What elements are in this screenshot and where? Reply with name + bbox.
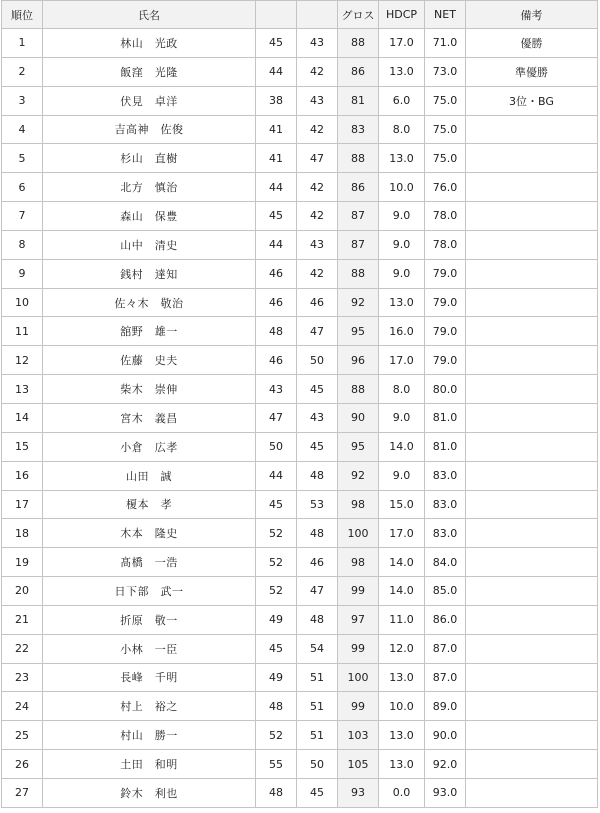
in-score-cell: 48 <box>297 461 338 490</box>
table-row <box>2 750 598 779</box>
remarks-cell <box>466 288 598 317</box>
net-score-cell: 87.0 <box>425 663 466 692</box>
gross-score-cell: 88 <box>338 259 379 288</box>
net-score-cell: 89.0 <box>425 692 466 721</box>
out-score-cell: 48 <box>256 692 297 721</box>
gross-score-cell: 88 <box>338 144 379 173</box>
header-gross: グロス <box>338 1 379 29</box>
player-name-cell: 杉山 直樹 <box>43 144 256 173</box>
player-name-cell: 林山 光政 <box>43 29 256 58</box>
table-row <box>2 144 598 173</box>
out-score-cell: 41 <box>256 144 297 173</box>
remarks-cell <box>466 173 598 202</box>
net-score-cell: 79.0 <box>425 346 466 375</box>
table-row <box>2 692 598 721</box>
player-name-cell: 榎本 孝 <box>43 490 256 519</box>
out-score-cell: 52 <box>256 577 297 606</box>
hdcp-cell: 14.0 <box>379 548 425 577</box>
table-row <box>2 721 598 750</box>
out-score-cell: 55 <box>256 750 297 779</box>
gross-score-cell: 86 <box>338 173 379 202</box>
out-score-cell: 44 <box>256 230 297 259</box>
rank-cell: 20 <box>2 577 43 606</box>
gross-score-cell: 98 <box>338 490 379 519</box>
rank-cell: 6 <box>2 173 43 202</box>
gross-score-cell: 103 <box>338 721 379 750</box>
player-name-cell: 小倉 広孝 <box>43 432 256 461</box>
rank-cell: 18 <box>2 519 43 548</box>
table-body <box>2 29 598 808</box>
player-name-cell: 小林 一臣 <box>43 634 256 663</box>
rank-cell: 26 <box>2 750 43 779</box>
in-score-cell: 43 <box>297 403 338 432</box>
net-score-cell: 83.0 <box>425 490 466 519</box>
out-score-cell: 46 <box>256 259 297 288</box>
remarks-cell <box>466 692 598 721</box>
out-score-cell: 41 <box>256 115 297 144</box>
out-score-cell: 43 <box>256 375 297 404</box>
gross-score-cell: 95 <box>338 432 379 461</box>
table-row <box>2 577 598 606</box>
net-score-cell: 75.0 <box>425 115 466 144</box>
in-score-cell: 47 <box>297 577 338 606</box>
table-row <box>2 288 598 317</box>
in-score-cell: 43 <box>297 86 338 115</box>
player-name-cell: 宮木 義昌 <box>43 403 256 432</box>
out-score-cell: 52 <box>256 548 297 577</box>
net-score-cell: 84.0 <box>425 548 466 577</box>
table-row <box>2 259 598 288</box>
hdcp-cell: 15.0 <box>379 490 425 519</box>
net-score-cell: 87.0 <box>425 634 466 663</box>
table-row <box>2 461 598 490</box>
out-score-cell: 45 <box>256 202 297 231</box>
in-score-cell: 50 <box>297 346 338 375</box>
out-score-cell: 52 <box>256 519 297 548</box>
gross-score-cell: 97 <box>338 605 379 634</box>
in-score-cell: 43 <box>297 230 338 259</box>
gross-score-cell: 83 <box>338 115 379 144</box>
remarks-cell <box>466 230 598 259</box>
rank-cell: 10 <box>2 288 43 317</box>
header-hdcp: HDCP <box>379 1 425 29</box>
out-score-cell: 45 <box>256 29 297 58</box>
in-score-cell: 48 <box>297 519 338 548</box>
net-score-cell: 79.0 <box>425 317 466 346</box>
table-row <box>2 663 598 692</box>
gross-score-cell: 92 <box>338 461 379 490</box>
player-name-cell: 土田 和明 <box>43 750 256 779</box>
out-score-cell: 45 <box>256 634 297 663</box>
gross-score-cell: 99 <box>338 634 379 663</box>
player-name-cell: 柴木 崇伸 <box>43 375 256 404</box>
hdcp-cell: 6.0 <box>379 86 425 115</box>
remarks-cell <box>466 259 598 288</box>
rank-cell: 7 <box>2 202 43 231</box>
player-name-cell: 村山 勝一 <box>43 721 256 750</box>
rank-cell: 15 <box>2 432 43 461</box>
out-score-cell: 44 <box>256 173 297 202</box>
gross-score-cell: 99 <box>338 692 379 721</box>
hdcp-cell: 9.0 <box>379 202 425 231</box>
player-name-cell: 山中 清史 <box>43 230 256 259</box>
remarks-cell <box>466 577 598 606</box>
out-score-cell: 44 <box>256 57 297 86</box>
header-remarks: 備考 <box>466 1 598 29</box>
rank-cell: 9 <box>2 259 43 288</box>
out-score-cell: 48 <box>256 778 297 807</box>
rank-cell: 1 <box>2 29 43 58</box>
remarks-cell <box>466 144 598 173</box>
net-score-cell: 92.0 <box>425 750 466 779</box>
gross-score-cell: 87 <box>338 202 379 231</box>
out-score-cell: 46 <box>256 346 297 375</box>
hdcp-cell: 12.0 <box>379 634 425 663</box>
gross-score-cell: 98 <box>338 548 379 577</box>
in-score-cell: 50 <box>297 750 338 779</box>
hdcp-cell: 10.0 <box>379 173 425 202</box>
rank-cell: 25 <box>2 721 43 750</box>
player-name-cell: 折原 敬一 <box>43 605 256 634</box>
header-rank: 順位 <box>2 1 43 29</box>
player-name-cell: 長峰 千明 <box>43 663 256 692</box>
player-name-cell: 銭村 達知 <box>43 259 256 288</box>
in-score-cell: 42 <box>297 259 338 288</box>
remarks-cell <box>466 432 598 461</box>
net-score-cell: 90.0 <box>425 721 466 750</box>
net-score-cell: 83.0 <box>425 519 466 548</box>
in-score-cell: 47 <box>297 144 338 173</box>
rank-cell: 22 <box>2 634 43 663</box>
player-name-cell: 山田 誠 <box>43 461 256 490</box>
hdcp-cell: 13.0 <box>379 750 425 779</box>
in-score-cell: 42 <box>297 173 338 202</box>
gross-score-cell: 93 <box>338 778 379 807</box>
net-score-cell: 81.0 <box>425 403 466 432</box>
out-score-cell: 52 <box>256 721 297 750</box>
in-score-cell: 51 <box>297 721 338 750</box>
net-score-cell: 78.0 <box>425 202 466 231</box>
hdcp-cell: 11.0 <box>379 605 425 634</box>
net-score-cell: 79.0 <box>425 259 466 288</box>
rank-cell: 4 <box>2 115 43 144</box>
out-score-cell: 49 <box>256 663 297 692</box>
table-row <box>2 605 598 634</box>
rank-cell: 27 <box>2 778 43 807</box>
in-score-cell: 54 <box>297 634 338 663</box>
in-score-cell: 42 <box>297 115 338 144</box>
remarks-cell <box>466 403 598 432</box>
in-score-cell: 45 <box>297 778 338 807</box>
hdcp-cell: 0.0 <box>379 778 425 807</box>
player-name-cell: 鈴木 利也 <box>43 778 256 807</box>
net-score-cell: 83.0 <box>425 461 466 490</box>
gross-score-cell: 95 <box>338 317 379 346</box>
gross-score-cell: 81 <box>338 86 379 115</box>
hdcp-cell: 13.0 <box>379 288 425 317</box>
hdcp-cell: 13.0 <box>379 663 425 692</box>
player-name-cell: 伏見 卓洋 <box>43 86 256 115</box>
table-row <box>2 57 598 86</box>
player-name-cell: 木本 隆史 <box>43 519 256 548</box>
in-score-cell: 45 <box>297 432 338 461</box>
header-row <box>2 1 598 29</box>
remarks-cell <box>466 721 598 750</box>
in-score-cell: 45 <box>297 375 338 404</box>
hdcp-cell: 13.0 <box>379 57 425 86</box>
table-row <box>2 403 598 432</box>
header-net: NET <box>425 1 466 29</box>
table-row <box>2 778 598 807</box>
remarks-cell <box>466 202 598 231</box>
gross-score-cell: 87 <box>338 230 379 259</box>
table-row <box>2 375 598 404</box>
net-score-cell: 76.0 <box>425 173 466 202</box>
remarks-cell <box>466 490 598 519</box>
player-name-cell: 佐々木 敬治 <box>43 288 256 317</box>
in-score-cell: 51 <box>297 692 338 721</box>
hdcp-cell: 14.0 <box>379 577 425 606</box>
gross-score-cell: 88 <box>338 29 379 58</box>
remarks-cell <box>466 346 598 375</box>
rank-cell: 16 <box>2 461 43 490</box>
net-score-cell: 79.0 <box>425 288 466 317</box>
net-score-cell: 86.0 <box>425 605 466 634</box>
remarks-cell <box>466 317 598 346</box>
out-score-cell: 50 <box>256 432 297 461</box>
remarks-cell <box>466 375 598 404</box>
table-row <box>2 230 598 259</box>
in-score-cell: 51 <box>297 663 338 692</box>
hdcp-cell: 9.0 <box>379 259 425 288</box>
remarks-cell <box>466 750 598 779</box>
remarks-cell: 優勝 <box>466 29 598 58</box>
net-score-cell: 81.0 <box>425 432 466 461</box>
table-row <box>2 86 598 115</box>
hdcp-cell: 17.0 <box>379 346 425 375</box>
remarks-cell: 3位・BG <box>466 86 598 115</box>
hdcp-cell: 16.0 <box>379 317 425 346</box>
header-name: 氏名 <box>43 1 256 29</box>
table-row <box>2 173 598 202</box>
gross-score-cell: 100 <box>338 519 379 548</box>
rank-cell: 13 <box>2 375 43 404</box>
hdcp-cell: 8.0 <box>379 115 425 144</box>
net-score-cell: 71.0 <box>425 29 466 58</box>
remarks-cell <box>466 548 598 577</box>
net-score-cell: 85.0 <box>425 577 466 606</box>
net-score-cell: 80.0 <box>425 375 466 404</box>
hdcp-cell: 17.0 <box>379 29 425 58</box>
player-name-cell: 飯窪 光隆 <box>43 57 256 86</box>
player-name-cell: 髙橋 一浩 <box>43 548 256 577</box>
hdcp-cell: 14.0 <box>379 432 425 461</box>
rank-cell: 12 <box>2 346 43 375</box>
player-name-cell: 日下部 武一 <box>43 577 256 606</box>
out-score-cell: 49 <box>256 605 297 634</box>
in-score-cell: 42 <box>297 57 338 86</box>
in-score-cell: 47 <box>297 317 338 346</box>
gross-score-cell: 100 <box>338 663 379 692</box>
remarks-cell <box>466 778 598 807</box>
in-score-cell: 46 <box>297 548 338 577</box>
rank-cell: 2 <box>2 57 43 86</box>
out-score-cell: 48 <box>256 317 297 346</box>
remarks-cell <box>466 115 598 144</box>
out-score-cell: 38 <box>256 86 297 115</box>
player-name-cell: 佐藤 史夫 <box>43 346 256 375</box>
in-score-cell: 42 <box>297 202 338 231</box>
remarks-cell <box>466 519 598 548</box>
rank-cell: 3 <box>2 86 43 115</box>
rank-cell: 21 <box>2 605 43 634</box>
hdcp-cell: 13.0 <box>379 721 425 750</box>
in-score-cell: 53 <box>297 490 338 519</box>
rank-cell: 5 <box>2 144 43 173</box>
rank-cell: 14 <box>2 403 43 432</box>
table-row <box>2 346 598 375</box>
remarks-cell <box>466 663 598 692</box>
results-table-wrapper <box>1 0 598 808</box>
net-score-cell: 73.0 <box>425 57 466 86</box>
player-name-cell: 森山 保豊 <box>43 202 256 231</box>
player-name-cell: 村上 裕之 <box>43 692 256 721</box>
hdcp-cell: 17.0 <box>379 519 425 548</box>
gross-score-cell: 90 <box>338 403 379 432</box>
table-row <box>2 490 598 519</box>
rank-cell: 19 <box>2 548 43 577</box>
gross-score-cell: 99 <box>338 577 379 606</box>
rank-cell: 11 <box>2 317 43 346</box>
out-score-cell: 44 <box>256 461 297 490</box>
results-table <box>1 0 598 808</box>
hdcp-cell: 9.0 <box>379 230 425 259</box>
remarks-cell <box>466 605 598 634</box>
out-score-cell: 47 <box>256 403 297 432</box>
out-score-cell: 46 <box>256 288 297 317</box>
in-score-cell: 48 <box>297 605 338 634</box>
table-row <box>2 317 598 346</box>
gross-score-cell: 96 <box>338 346 379 375</box>
gross-score-cell: 86 <box>338 57 379 86</box>
hdcp-cell: 9.0 <box>379 403 425 432</box>
player-name-cell: 舘野 雄一 <box>43 317 256 346</box>
net-score-cell: 93.0 <box>425 778 466 807</box>
header-out <box>256 1 297 29</box>
remarks-cell: 準優勝 <box>466 57 598 86</box>
gross-score-cell: 105 <box>338 750 379 779</box>
gross-score-cell: 92 <box>338 288 379 317</box>
remarks-cell <box>466 461 598 490</box>
header-in <box>297 1 338 29</box>
table-row <box>2 432 598 461</box>
in-score-cell: 46 <box>297 288 338 317</box>
rank-cell: 24 <box>2 692 43 721</box>
rank-cell: 23 <box>2 663 43 692</box>
gross-score-cell: 88 <box>338 375 379 404</box>
hdcp-cell: 10.0 <box>379 692 425 721</box>
table-row <box>2 519 598 548</box>
table-row <box>2 29 598 58</box>
remarks-cell <box>466 634 598 663</box>
table-row <box>2 115 598 144</box>
table-row <box>2 202 598 231</box>
rank-cell: 17 <box>2 490 43 519</box>
player-name-cell: 吉高神 佐俊 <box>43 115 256 144</box>
out-score-cell: 45 <box>256 490 297 519</box>
hdcp-cell: 9.0 <box>379 461 425 490</box>
hdcp-cell: 13.0 <box>379 144 425 173</box>
net-score-cell: 75.0 <box>425 144 466 173</box>
table-row <box>2 634 598 663</box>
table-row <box>2 548 598 577</box>
net-score-cell: 75.0 <box>425 86 466 115</box>
player-name-cell: 北方 慎治 <box>43 173 256 202</box>
in-score-cell: 43 <box>297 29 338 58</box>
rank-cell: 8 <box>2 230 43 259</box>
net-score-cell: 78.0 <box>425 230 466 259</box>
hdcp-cell: 8.0 <box>379 375 425 404</box>
